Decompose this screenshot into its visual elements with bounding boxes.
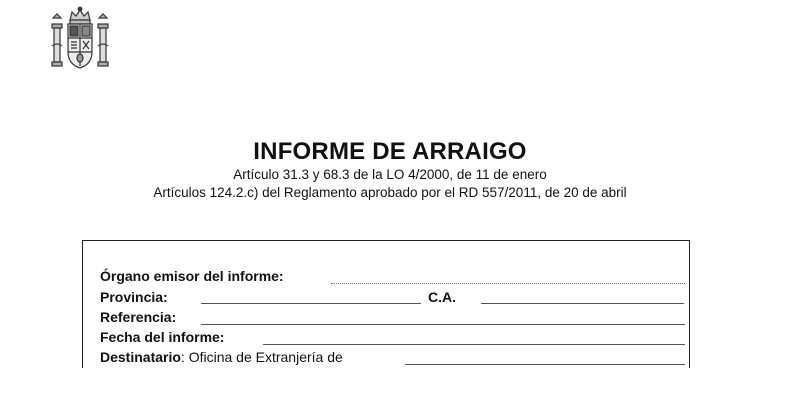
destinatario-row bbox=[100, 349, 343, 365]
provincia-label: Provincia: bbox=[100, 289, 168, 305]
ca-label: C.A. bbox=[428, 289, 456, 305]
referencia-label: Referencia: bbox=[100, 309, 177, 325]
destinatario-text: : Oficina de Extranjería de bbox=[180, 349, 343, 365]
referencia-field[interactable] bbox=[201, 324, 685, 325]
organo-label: Órgano emisor del informe: bbox=[100, 268, 284, 284]
destinatario-field[interactable] bbox=[405, 364, 685, 365]
document-subtitle-regulation: Artículos 124.2.c) del Reglamento aprobado por el RD 557/2011, de 20 de abril bbox=[153, 185, 627, 200]
fecha-field[interactable] bbox=[263, 344, 685, 345]
report-form bbox=[82, 240, 690, 368]
provincia-field[interactable] bbox=[201, 303, 421, 304]
organo-field[interactable] bbox=[331, 283, 685, 284]
destinatario-label: Destinatario bbox=[100, 349, 181, 365]
coat-of-arms-icon bbox=[48, 6, 112, 78]
document-title: INFORME DE ARRAIGO bbox=[253, 138, 527, 165]
fecha-label: Fecha del informe: bbox=[100, 329, 225, 345]
ca-field[interactable] bbox=[481, 303, 684, 304]
document-subtitle-law: Artículo 31.3 y 68.3 de la LO 4/2000, de 11 de enero bbox=[233, 167, 547, 182]
